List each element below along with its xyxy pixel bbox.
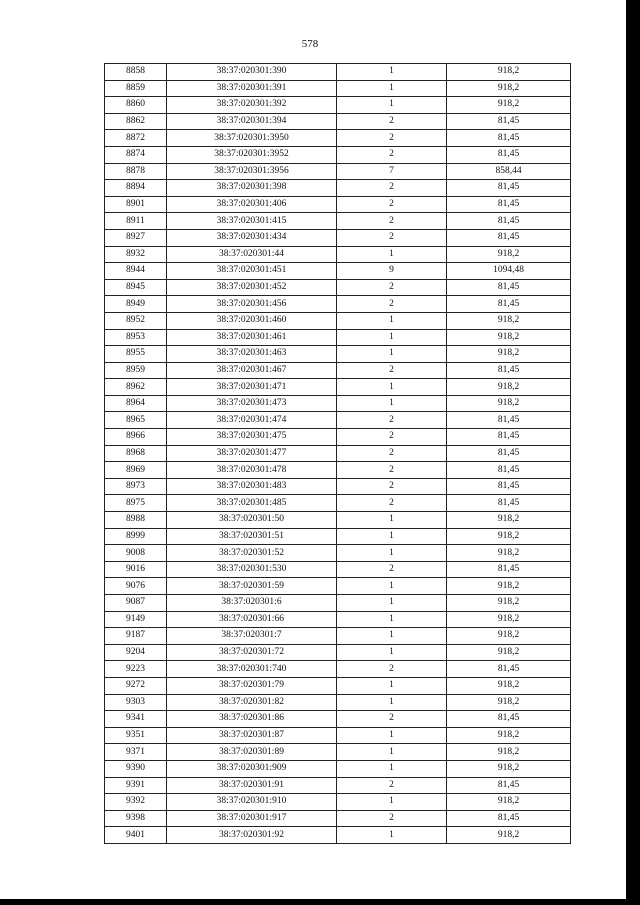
count-cell: 2	[337, 561, 447, 578]
cadastral-number-cell: 38:37:020301:477	[167, 445, 337, 462]
value-cell: 81,45	[447, 279, 571, 296]
value-cell: 81,45	[447, 661, 571, 678]
table-row	[105, 180, 571, 197]
count-cell: 2	[337, 462, 447, 479]
table-row	[105, 744, 571, 761]
table-row	[105, 97, 571, 114]
count-cell: 1	[337, 628, 447, 645]
value-cell: 918,2	[447, 794, 571, 811]
cadastral-number-cell: 38:37:020301:478	[167, 462, 337, 479]
row-number-cell: 8975	[105, 495, 167, 512]
row-number-cell: 8911	[105, 213, 167, 230]
count-cell: 1	[337, 694, 447, 711]
count-cell: 2	[337, 429, 447, 446]
cadastral-number-cell: 38:37:020301:86	[167, 711, 337, 728]
cadastral-number-cell: 38:37:020301:434	[167, 229, 337, 246]
value-cell: 918,2	[447, 97, 571, 114]
table-row	[105, 163, 571, 180]
cadastral-number-cell: 38:37:020301:51	[167, 528, 337, 545]
cadastral-number-cell: 38:37:020301:87	[167, 727, 337, 744]
table-row	[105, 229, 571, 246]
value-cell: 918,2	[447, 346, 571, 363]
value-cell: 81,45	[447, 130, 571, 147]
table-row	[105, 263, 571, 280]
cadastral-number-cell: 38:37:020301:415	[167, 213, 337, 230]
cadastral-number-cell: 38:37:020301:471	[167, 379, 337, 396]
count-cell: 1	[337, 644, 447, 661]
cadastral-number-cell: 38:37:020301:3956	[167, 163, 337, 180]
value-cell: 81,45	[447, 495, 571, 512]
table-row	[105, 64, 571, 81]
table-row	[105, 694, 571, 711]
row-number-cell: 8955	[105, 346, 167, 363]
value-cell: 918,2	[447, 727, 571, 744]
row-number-cell: 8859	[105, 80, 167, 97]
count-cell: 1	[337, 329, 447, 346]
cadastral-number-cell: 38:37:020301:89	[167, 744, 337, 761]
cadastral-number-cell: 38:37:020301:917	[167, 810, 337, 827]
cadastral-number-cell: 38:37:020301:3952	[167, 146, 337, 163]
row-number-cell: 9351	[105, 727, 167, 744]
cadastral-number-cell: 38:37:020301:475	[167, 429, 337, 446]
table-row	[105, 711, 571, 728]
value-cell: 1094,48	[447, 263, 571, 280]
table-row	[105, 512, 571, 529]
cadastral-number-cell: 38:37:020301:456	[167, 296, 337, 313]
row-number-cell: 8968	[105, 445, 167, 462]
row-number-cell: 9392	[105, 794, 167, 811]
count-cell: 1	[337, 611, 447, 628]
count-cell: 1	[337, 512, 447, 529]
row-number-cell: 8927	[105, 229, 167, 246]
value-cell: 918,2	[447, 595, 571, 612]
row-number-cell: 9204	[105, 644, 167, 661]
cadastral-number-cell: 38:37:020301:91	[167, 777, 337, 794]
cadastral-number-cell: 38:37:020301:485	[167, 495, 337, 512]
count-cell: 1	[337, 794, 447, 811]
row-number-cell: 8966	[105, 429, 167, 446]
value-cell: 858,44	[447, 163, 571, 180]
value-cell: 81,45	[447, 296, 571, 313]
row-number-cell: 9272	[105, 677, 167, 694]
table-row	[105, 462, 571, 479]
value-cell: 81,45	[447, 462, 571, 479]
row-number-cell: 9087	[105, 595, 167, 612]
table-row	[105, 545, 571, 562]
count-cell: 2	[337, 445, 447, 462]
value-cell: 918,2	[447, 64, 571, 81]
table-row	[105, 213, 571, 230]
count-cell: 1	[337, 578, 447, 595]
table-row	[105, 611, 571, 628]
table-row	[105, 113, 571, 130]
count-cell: 2	[337, 495, 447, 512]
count-cell: 1	[337, 595, 447, 612]
table-row	[105, 794, 571, 811]
count-cell: 2	[337, 146, 447, 163]
value-cell: 81,45	[447, 412, 571, 429]
row-number-cell: 9187	[105, 628, 167, 645]
table-row	[105, 777, 571, 794]
row-number-cell: 8969	[105, 462, 167, 479]
row-number-cell: 8862	[105, 113, 167, 130]
count-cell: 2	[337, 296, 447, 313]
cadastral-number-cell: 38:37:020301:406	[167, 196, 337, 213]
value-cell: 918,2	[447, 246, 571, 263]
row-number-cell: 8860	[105, 97, 167, 114]
table-row	[105, 644, 571, 661]
count-cell: 1	[337, 744, 447, 761]
value-cell: 918,2	[447, 379, 571, 396]
scan-border-right	[626, 0, 640, 905]
value-cell: 81,45	[447, 113, 571, 130]
table-row	[105, 429, 571, 446]
table-row	[105, 362, 571, 379]
value-cell: 81,45	[447, 213, 571, 230]
row-number-cell: 8944	[105, 263, 167, 280]
table-row	[105, 595, 571, 612]
row-number-cell: 8953	[105, 329, 167, 346]
count-cell: 2	[337, 777, 447, 794]
table-row	[105, 578, 571, 595]
row-number-cell: 8894	[105, 180, 167, 197]
count-cell: 2	[337, 362, 447, 379]
row-number-cell: 9371	[105, 744, 167, 761]
count-cell: 1	[337, 379, 447, 396]
row-number-cell: 8962	[105, 379, 167, 396]
table-row	[105, 677, 571, 694]
table-row	[105, 628, 571, 645]
value-cell: 81,45	[447, 180, 571, 197]
count-cell: 1	[337, 346, 447, 363]
value-cell: 918,2	[447, 611, 571, 628]
row-number-cell: 9016	[105, 561, 167, 578]
count-cell: 2	[337, 412, 447, 429]
count-cell: 2	[337, 661, 447, 678]
count-cell: 1	[337, 97, 447, 114]
value-cell: 918,2	[447, 528, 571, 545]
value-cell: 81,45	[447, 429, 571, 446]
cadastral-number-cell: 38:37:020301:66	[167, 611, 337, 628]
row-number-cell: 9008	[105, 545, 167, 562]
count-cell: 1	[337, 827, 447, 844]
table-row	[105, 80, 571, 97]
count-cell: 2	[337, 810, 447, 827]
table-row	[105, 279, 571, 296]
count-cell: 1	[337, 727, 447, 744]
value-cell: 918,2	[447, 677, 571, 694]
count-cell: 1	[337, 395, 447, 412]
table-row	[105, 661, 571, 678]
table-row	[105, 296, 571, 313]
value-cell: 918,2	[447, 760, 571, 777]
row-number-cell: 9401	[105, 827, 167, 844]
cadastral-number-cell: 38:37:020301:7	[167, 628, 337, 645]
cadastral-number-cell: 38:37:020301:460	[167, 312, 337, 329]
row-number-cell: 9149	[105, 611, 167, 628]
count-cell: 2	[337, 130, 447, 147]
cadastral-number-cell: 38:37:020301:82	[167, 694, 337, 711]
cadastral-number-cell: 38:37:020301:530	[167, 561, 337, 578]
count-cell: 2	[337, 180, 447, 197]
value-cell: 81,45	[447, 445, 571, 462]
row-number-cell: 8878	[105, 163, 167, 180]
value-cell: 918,2	[447, 312, 571, 329]
cadastral-number-cell: 38:37:020301:398	[167, 180, 337, 197]
cadastral-number-cell: 38:37:020301:79	[167, 677, 337, 694]
count-cell: 2	[337, 279, 447, 296]
count-cell: 9	[337, 263, 447, 280]
value-cell: 81,45	[447, 146, 571, 163]
page-number: 578	[301, 38, 319, 50]
value-cell: 918,2	[447, 628, 571, 645]
cadastral-number-cell: 38:37:020301:6	[167, 595, 337, 612]
count-cell: 2	[337, 113, 447, 130]
table-row	[105, 810, 571, 827]
cadastral-number-cell: 38:37:020301:394	[167, 113, 337, 130]
value-cell: 81,45	[447, 810, 571, 827]
row-number-cell: 8964	[105, 395, 167, 412]
count-cell: 1	[337, 760, 447, 777]
table-row	[105, 827, 571, 844]
value-cell: 81,45	[447, 196, 571, 213]
value-cell: 918,2	[447, 578, 571, 595]
value-cell: 918,2	[447, 395, 571, 412]
row-number-cell: 8999	[105, 528, 167, 545]
value-cell: 81,45	[447, 229, 571, 246]
cadastral-number-cell: 38:37:020301:451	[167, 263, 337, 280]
row-number-cell: 9076	[105, 578, 167, 595]
row-number-cell: 8932	[105, 246, 167, 263]
row-number-cell: 8952	[105, 312, 167, 329]
count-cell: 1	[337, 64, 447, 81]
value-cell: 918,2	[447, 694, 571, 711]
value-cell: 81,45	[447, 362, 571, 379]
count-cell: 7	[337, 163, 447, 180]
count-cell: 2	[337, 196, 447, 213]
value-cell: 918,2	[447, 744, 571, 761]
row-number-cell: 9398	[105, 810, 167, 827]
table-row	[105, 379, 571, 396]
cadastral-number-cell: 38:37:020301:473	[167, 395, 337, 412]
cadastral-number-cell: 38:37:020301:461	[167, 329, 337, 346]
value-cell: 918,2	[447, 545, 571, 562]
row-number-cell: 8901	[105, 196, 167, 213]
cadastral-number-cell: 38:37:020301:52	[167, 545, 337, 562]
count-cell: 2	[337, 478, 447, 495]
value-cell: 918,2	[447, 644, 571, 661]
table-row	[105, 727, 571, 744]
registry-table-body	[105, 64, 571, 844]
row-number-cell: 9391	[105, 777, 167, 794]
row-number-cell: 9223	[105, 661, 167, 678]
registry-table	[104, 63, 571, 844]
row-number-cell: 8973	[105, 478, 167, 495]
count-cell: 1	[337, 677, 447, 694]
count-cell: 1	[337, 246, 447, 263]
row-number-cell: 9341	[105, 711, 167, 728]
cadastral-number-cell: 38:37:020301:92	[167, 827, 337, 844]
count-cell: 1	[337, 80, 447, 97]
cadastral-number-cell: 38:37:020301:3950	[167, 130, 337, 147]
table-row	[105, 478, 571, 495]
row-number-cell: 8945	[105, 279, 167, 296]
cadastral-number-cell: 38:37:020301:740	[167, 661, 337, 678]
value-cell: 81,45	[447, 777, 571, 794]
cadastral-number-cell: 38:37:020301:392	[167, 97, 337, 114]
cadastral-number-cell: 38:37:020301:463	[167, 346, 337, 363]
table-row	[105, 329, 571, 346]
table-row	[105, 346, 571, 363]
cadastral-number-cell: 38:37:020301:483	[167, 478, 337, 495]
table-row	[105, 561, 571, 578]
count-cell: 1	[337, 528, 447, 545]
row-number-cell: 8874	[105, 146, 167, 163]
cadastral-number-cell: 38:37:020301:44	[167, 246, 337, 263]
value-cell: 81,45	[447, 478, 571, 495]
table-row	[105, 495, 571, 512]
cadastral-number-cell: 38:37:020301:59	[167, 578, 337, 595]
table-row	[105, 312, 571, 329]
table-row	[105, 760, 571, 777]
value-cell: 918,2	[447, 512, 571, 529]
value-cell: 918,2	[447, 329, 571, 346]
count-cell: 1	[337, 545, 447, 562]
count-cell: 1	[337, 312, 447, 329]
cadastral-number-cell: 38:37:020301:390	[167, 64, 337, 81]
table-row	[105, 528, 571, 545]
value-cell: 918,2	[447, 80, 571, 97]
table-row	[105, 395, 571, 412]
cadastral-number-cell: 38:37:020301:72	[167, 644, 337, 661]
value-cell: 918,2	[447, 827, 571, 844]
table-row	[105, 445, 571, 462]
row-number-cell: 8858	[105, 64, 167, 81]
table-row	[105, 146, 571, 163]
row-number-cell: 8988	[105, 512, 167, 529]
cadastral-number-cell: 38:37:020301:910	[167, 794, 337, 811]
cadastral-number-cell: 38:37:020301:474	[167, 412, 337, 429]
count-cell: 2	[337, 229, 447, 246]
row-number-cell: 8965	[105, 412, 167, 429]
cadastral-number-cell: 38:37:020301:909	[167, 760, 337, 777]
row-number-cell: 9390	[105, 760, 167, 777]
cadastral-number-cell: 38:37:020301:50	[167, 512, 337, 529]
value-cell: 81,45	[447, 711, 571, 728]
row-number-cell: 8872	[105, 130, 167, 147]
cadastral-number-cell: 38:37:020301:391	[167, 80, 337, 97]
table-row	[105, 196, 571, 213]
table-row	[105, 246, 571, 263]
table-row	[105, 412, 571, 429]
row-number-cell: 8959	[105, 362, 167, 379]
cadastral-number-cell: 38:37:020301:452	[167, 279, 337, 296]
value-cell: 81,45	[447, 561, 571, 578]
row-number-cell: 8949	[105, 296, 167, 313]
table-row	[105, 130, 571, 147]
count-cell: 2	[337, 213, 447, 230]
count-cell: 2	[337, 711, 447, 728]
cadastral-number-cell: 38:37:020301:467	[167, 362, 337, 379]
row-number-cell: 9303	[105, 694, 167, 711]
scan-border-bottom	[0, 899, 640, 905]
